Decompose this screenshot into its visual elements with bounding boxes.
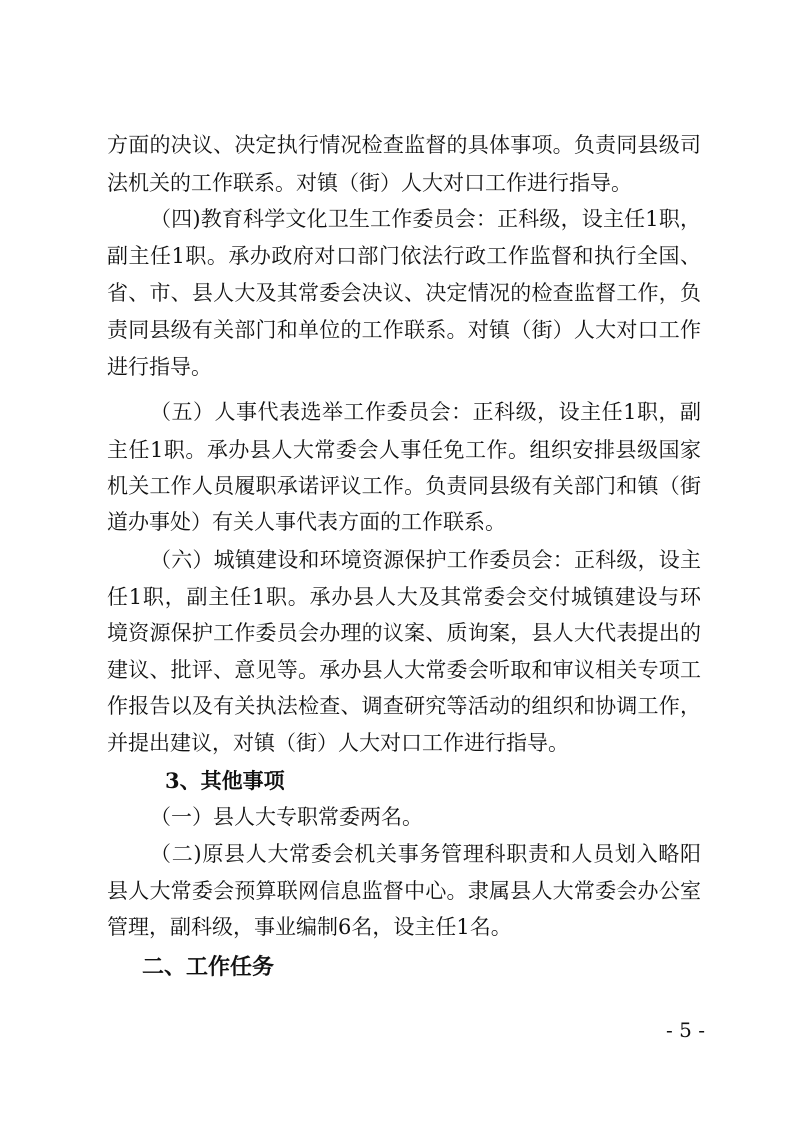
section-heading: 3、其他事项 [165,768,285,793]
text-line: 并提出建议，对镇（街）人大对口工作进行指导。 [107,731,569,755]
text-line: 主任1职。承办县人大常委会人事任免工作。组织安排县级国家 [107,438,701,462]
text-line: 境资源保护工作委员会办理的议案、质询案，县人大代表提出的 [107,621,701,645]
text-line: 县人大常委会预算联网信息监督中心。隶属县人大常委会办公室 [107,879,701,903]
section-heading: 二、工作任务 [142,954,275,980]
text-line: 责同县级有关部门和单位的工作联系。对镇（街）人大对口工作 [107,318,701,342]
text-line: 方面的决议、决定执行情况检查监督的具体事项。负责同县级司 [107,133,701,157]
text-line: （四)教育科学文化卫生工作委员会：正科级，设主任1职， [150,207,701,231]
text-line: 副主任1职。承办政府对口部门依法行政工作监督和执行全国、 [107,244,701,268]
text-line: 法机关的工作联系。对镇（街）人大对口工作进行指导。 [107,171,632,195]
text-line: 机关工作人员履职承诺评议工作。负责同县级有关部门和镇（街 [107,474,701,498]
text-line: 进行指导。 [107,355,212,379]
page-number: - 5 - [666,1018,705,1042]
text-line: 建议、批评、意见等。承办县人大常委会听取和审议相关专项工 [107,658,701,682]
text-line: （五）人事代表选举工作委员会：正科级，设主任1职，副 [150,400,701,424]
text-line: （一）县人大专职常委两名。 [150,805,423,829]
text-line: 省、市、县人大及其常委会决议、决定情况的检查监督工作，负 [107,281,701,305]
text-line: （二)原县人大常委会机关事务管理科职责和人员划入略阳 [150,842,701,866]
text-line: 管理，副科级，事业编制6名，设主任1名。 [107,915,512,939]
text-line: （六）城镇建设和环境资源保护工作委员会：正科级，设主 [150,548,701,572]
text-line: 任1职，副主任1职。承办县人大及其常委会交付城镇建设与环 [107,585,701,609]
text-line: 作报告以及有关执法检查、调查研究等活动的组织和协调工作， [107,694,701,718]
text-line: 道办事处）有关人事代表方面的工作联系。 [107,510,506,534]
